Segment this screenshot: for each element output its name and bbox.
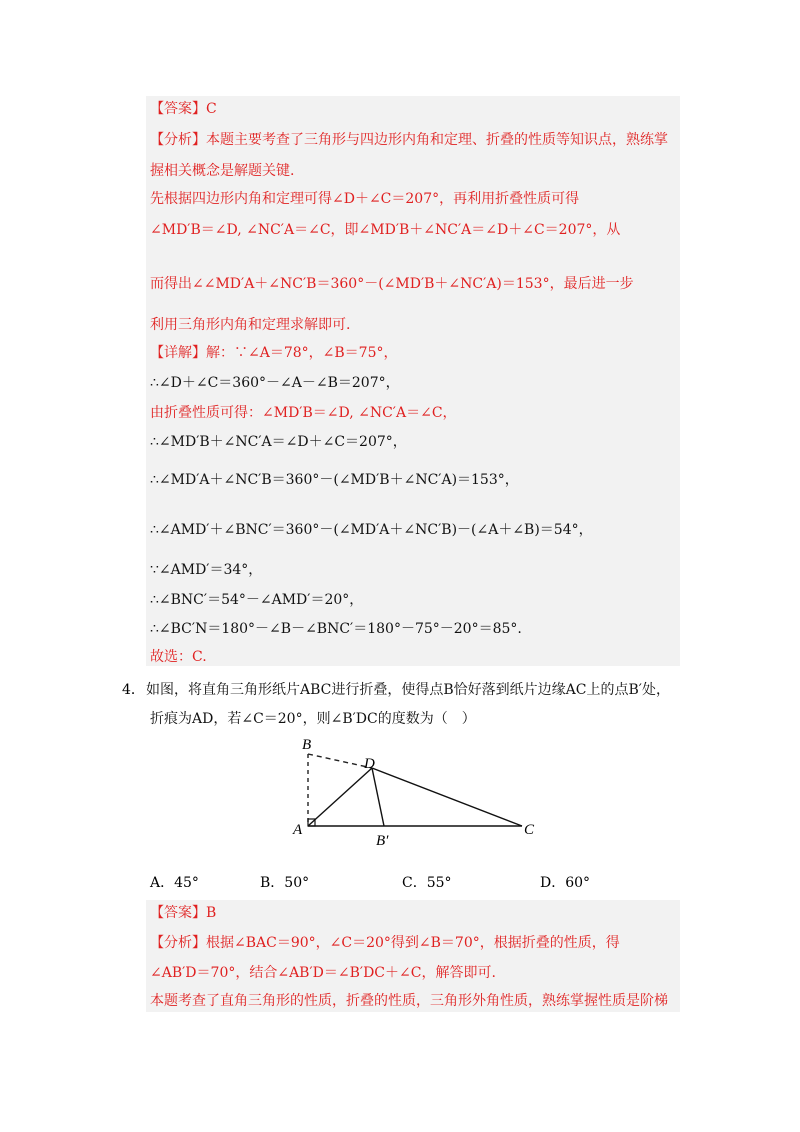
- detail-line-1: 【详解】解：∵∠A＝78°，∠B＝75°，: [150, 345, 398, 361]
- analysis-line-5: 而得出∠∠MD′A＋∠NC′B＝360°－(∠MD′B＋∠NC′A)＝153°，最后进一步: [150, 276, 634, 292]
- detail-line-6: ∴∠AMD′＋∠BNC′＝360°－(∠MD′A＋∠NC′B)－(∠A＋∠B)＝54°，: [150, 522, 593, 538]
- dashed-line-BD: [308, 754, 372, 768]
- detail-line-5: ∴∠MD′A＋∠NC′B＝360°－(∠MD′B＋∠NC′A)＝153°，: [150, 472, 519, 488]
- analysis-line-3: 先根据四边形内角和定理可得∠D＋∠C＝207°，再利用折叠性质可得: [150, 191, 580, 207]
- analysis-line-4: ∠MD′B＝∠D, ∠NC′A＝∠C，即∠MD′B＋∠NC′A＝∠D＋∠C＝207°，从: [150, 222, 621, 238]
- label-B: B: [302, 737, 312, 753]
- question-line-2: 折痕为AD，若∠C＝20°，则∠B′DC的度数为（ ）: [150, 711, 476, 727]
- line-AD: [308, 768, 372, 826]
- option-a[interactable]: A．45°: [150, 875, 199, 891]
- analysis2-line-1: 【分析】根据∠BAC＝90°，∠C＝20°得到∠B＝70°，根据折叠的性质，得: [150, 935, 620, 951]
- analysis-line-6: 利用三角形内角和定理求解即可.: [150, 317, 351, 333]
- detail-line-2: ∴∠D＋∠C＝360°－∠A－∠B＝207°，: [150, 375, 400, 391]
- analysis2-line-3: 本题考查了直角三角形的性质，折叠的性质，三角形外角性质，熟练掌握性质是阶梯: [150, 993, 668, 1009]
- option-b[interactable]: B．50°: [260, 875, 310, 891]
- question-number: 4．: [122, 682, 145, 698]
- answer-1: 【答案】C: [150, 101, 217, 117]
- question-line-1: 如图，将直角三角形纸片ABC进行折叠，使得点B恰好落到纸片边缘AC上的点B′处，: [146, 682, 670, 698]
- detail-line-9: ∴∠BC′N＝180°－∠B－∠BNC′＝180°－75°－20°＝85°.: [150, 621, 522, 637]
- label-C: C: [524, 822, 535, 838]
- detail-line-10: 故选：C.: [150, 649, 207, 665]
- triangle-figure: [290, 734, 550, 854]
- label-D: D: [364, 756, 375, 772]
- label-A: A: [293, 822, 303, 838]
- detail-line-8: ∴∠BNC′＝54°－∠AMD′＝20°，: [150, 592, 364, 608]
- option-c[interactable]: C．55°: [402, 875, 452, 891]
- analysis-line-1: 【分析】本题主要考查了三角形与四边形内角和定理、折叠的性质等知识点，熟练掌: [150, 132, 668, 148]
- analysis-line-2: 握相关概念是解题关键.: [150, 163, 295, 179]
- line-DC: [372, 768, 522, 826]
- detail-line-4: ∴∠MD′B＋∠NC′A＝∠D＋∠C＝207°，: [150, 434, 407, 450]
- label-B-prime: B′: [376, 833, 389, 849]
- answer-2: 【答案】B: [150, 905, 217, 921]
- analysis2-line-2: ∠AB′D＝70°，结合∠AB′D＝∠B′DC＋∠C，解答即可.: [150, 965, 496, 981]
- detail-line-7: ∵∠AMD′＝34°，: [150, 562, 263, 578]
- line-DBprime: [372, 768, 384, 826]
- option-d[interactable]: D．60°: [540, 875, 591, 891]
- detail-line-3: 由折叠性质可得：∠MD′B＝∠D, ∠NC′A＝∠C，: [150, 405, 457, 421]
